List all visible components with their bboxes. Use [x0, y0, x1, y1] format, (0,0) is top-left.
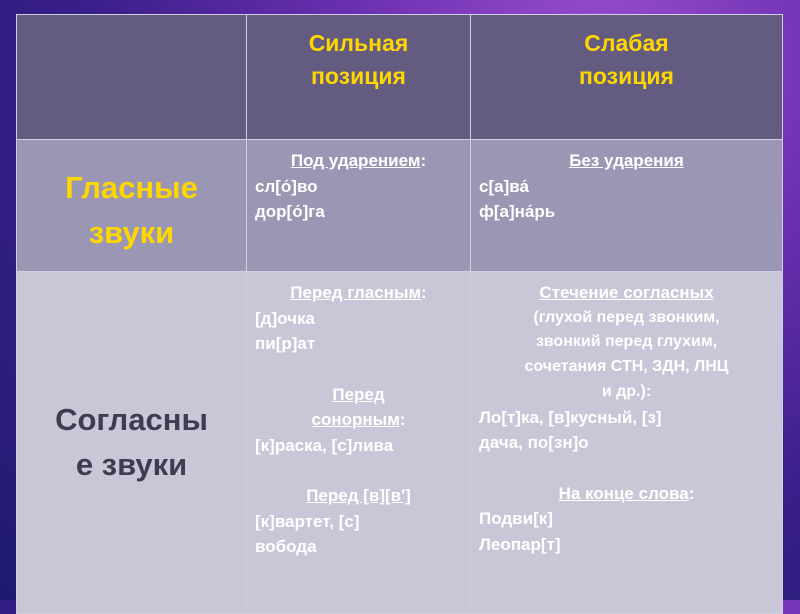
- vowels-weak-title: Без ударения: [569, 151, 684, 170]
- header-row: [17, 15, 783, 140]
- consonants-weak-line: Ло[т]ка, [в]кусный, [з]: [479, 407, 662, 427]
- consonants-weak-line: дача, по[зн]о: [479, 433, 589, 453]
- vowels-weak-line: ф[а]на́рь: [479, 202, 556, 221]
- vowels-strong-line: сл[о́]во: [255, 176, 318, 196]
- vowels-label: Гласные звуки: [65, 170, 198, 250]
- vowels-row: [17, 140, 783, 272]
- header-strong-label: Сильная позиция: [308, 30, 409, 90]
- consonants-strong-title-2: Перед сонорным:: [311, 384, 406, 429]
- consonants-weak-line: Леопар[т]: [479, 534, 561, 554]
- consonants-strong-line: [д]очка: [255, 308, 315, 328]
- consonants-row: [17, 272, 783, 614]
- vowels-label-cell: [17, 140, 247, 272]
- vowels-strong-title: Под ударением: [290, 151, 421, 170]
- consonants-label: Согласны е звуки: [55, 402, 208, 482]
- vowels-strong-line: дор[о́]га: [255, 202, 325, 221]
- consonants-weak-title-1: Стечение согласных: [539, 283, 714, 302]
- header-strong-cell: [247, 15, 471, 140]
- consonants-strong-line: [к]раска, [с]лива: [255, 435, 394, 455]
- vowels-strong-cell: Под ударением: сл[о́]во дор[о́]га: [247, 140, 471, 272]
- consonants-weak-note: (глухой перед звонким, звонкий перед глухим, сочетания СТН, ЗДН, ЛНЦ и др.):: [524, 308, 729, 400]
- header-empty-cell: [17, 15, 247, 140]
- vowels-weak-line: с[а]ва́: [479, 176, 529, 196]
- consonants-weak-cell: Стечение согласных (глухой перед звонким, звонкий перед глухим, сочетания СТН, ЗДН, ЛНЦ и др.): Ло[т]ка, [в]кусный, [з] дача, по[зн]о На конце слова: Подви[к] Леопар[т]: [471, 272, 783, 614]
- consonants-strong-line: [к]вартет, [с]: [255, 511, 360, 531]
- consonants-weak-line: Подви[к]: [479, 509, 553, 529]
- consonants-weak-title-2: На конце слова: [558, 483, 689, 503]
- consonants-label-cell: [17, 272, 247, 614]
- vowels-weak-cell: [471, 140, 783, 272]
- consonants-strong-cell: Перед гласным: [д]очка пи[р]ат Перед сонорным: [к]раска, [с]лива Перед [в][в'] [к]вартет, [с] вобода: [247, 272, 471, 614]
- consonants-strong-title-3: Перед [в][в']: [306, 486, 411, 505]
- positions-table: [16, 14, 783, 614]
- header-weak-cell: [471, 15, 783, 140]
- consonants-strong-title-1: Перед гласным: [290, 283, 422, 302]
- consonants-strong-line: пи[р]ат: [255, 334, 316, 353]
- consonants-strong-line: вобода: [255, 537, 317, 556]
- header-weak-label: Слабая позиция: [579, 30, 674, 90]
